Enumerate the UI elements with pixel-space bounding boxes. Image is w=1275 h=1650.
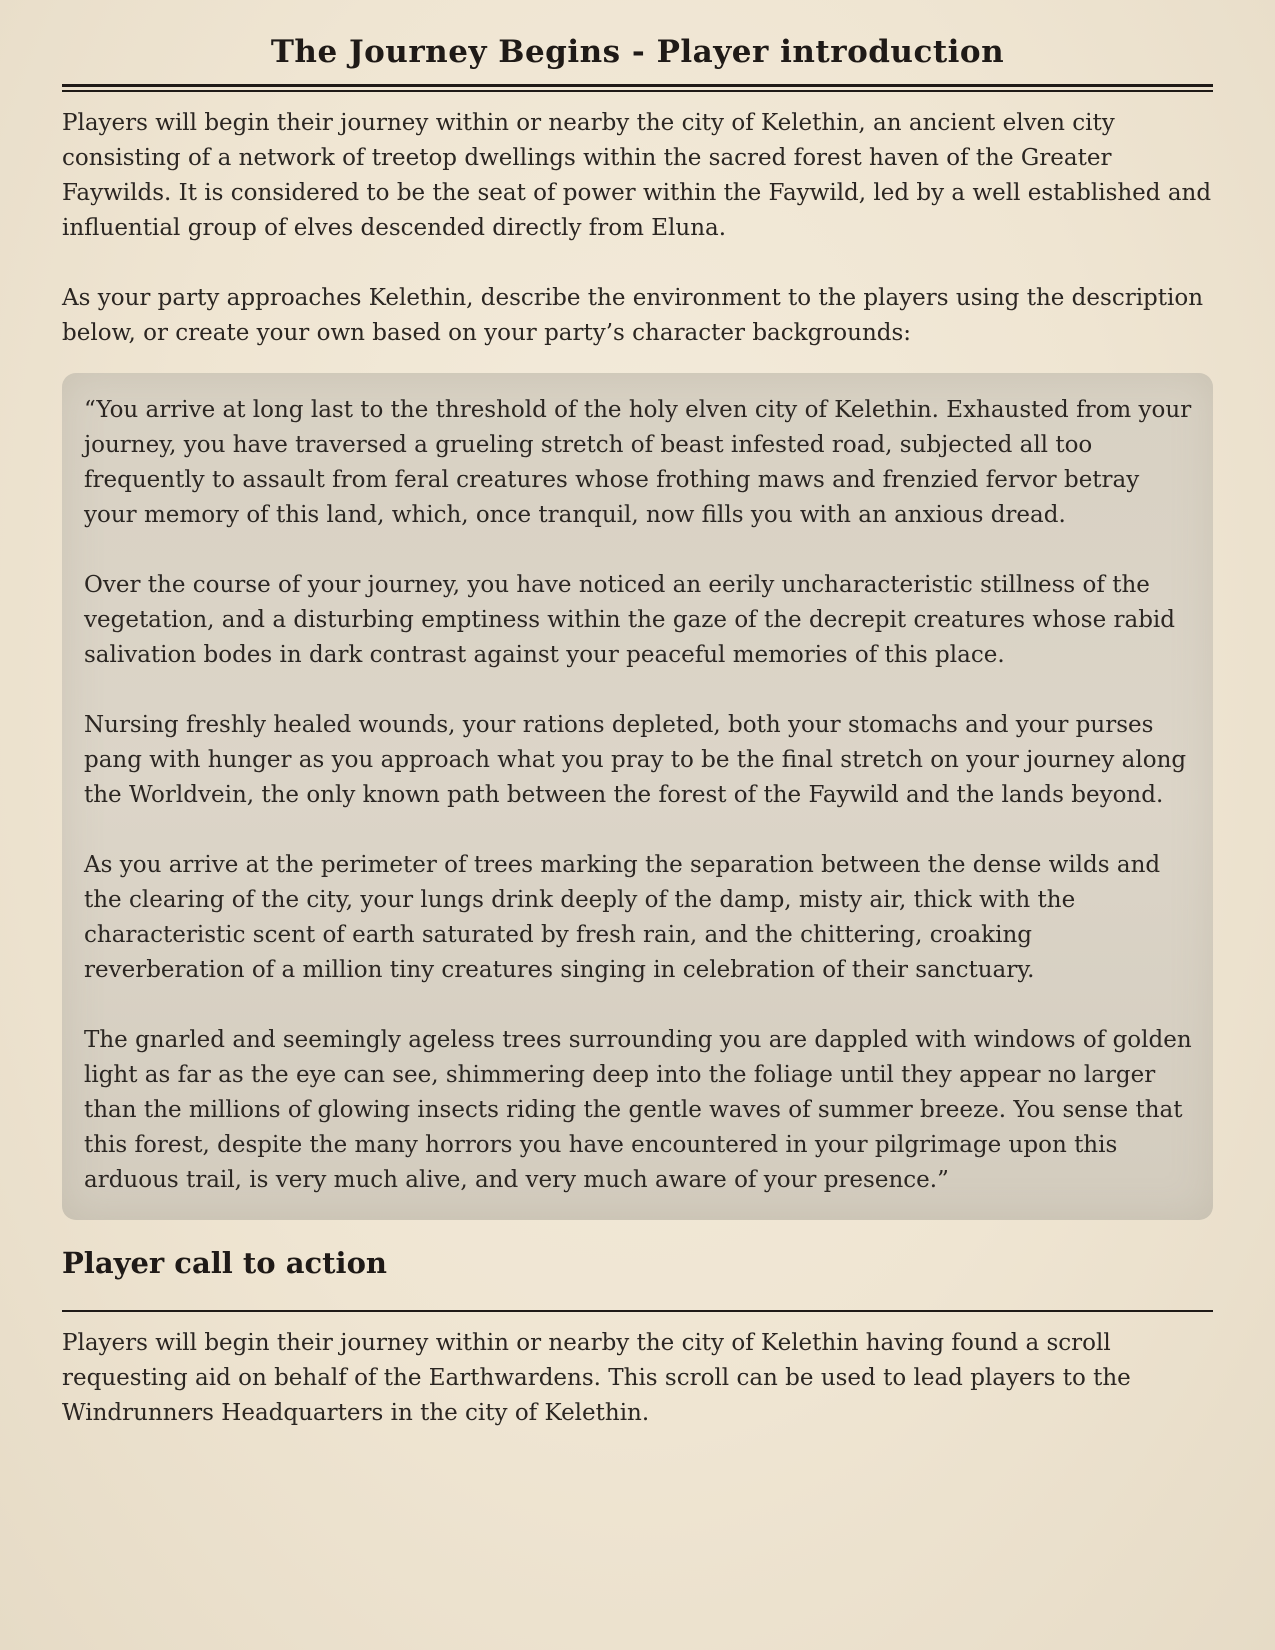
- section-divider: [62, 1310, 1213, 1312]
- page-title: The Journey Begins - Player introduction: [270, 34, 1005, 70]
- instruction-paragraph: As your party approaches Kelethin, describe the environment to the players using the description below, or create your own based on your party’s character backgrounds:: [62, 285, 1204, 346]
- read-aloud-paragraph: As you arrive at the perimeter of trees marking the separation between the dense wilds and the clearing of the city, your lungs drink deeply of the damp, misty air, thick with the characteristic scent of earth saturated by fresh rain, and the chittering, croaking reverberation of a million tiny creatures singing in celebration of their sanctuary.: [84, 852, 1161, 983]
- section-heading: Player call to action: [62, 1246, 387, 1280]
- read-aloud-box: [62, 373, 1213, 1220]
- read-aloud-paragraph: “You arrive at long last to the threshold of the holy elven city of Kelethin. Exhausted from your journey, you have traversed a grueling stretch of beast infested road, subjected all too frequently to assault from feral creatures whose frothing maws and frenzied fervor betray your memory of this land, which, once tranquil, now fills you with an anxious dread.: [84, 397, 1192, 528]
- title-divider-thin: [62, 90, 1213, 92]
- read-aloud-paragraph: The gnarled and seemingly ageless trees surrounding you are dappled with windows of golden light as far as the eye can see, shimmering deep into the foliage until they appear no larger than the millions of glowing insects riding the gentle waves of summer breeze. You sense that this forest, despite the many horrors you have encountered in your pilgrimage upon this arduous trail, is very much alive, and very much aware of your presence.”: [84, 1027, 1192, 1193]
- read-aloud-paragraph: Over the course of your journey, you have noticed an eerily uncharacteristic stillness of the vegetation, and a disturbing emptiness within the gaze of the decrepit creatures whose rabid salivation bodes in dark contrast against your peaceful memories of this place.: [84, 572, 1175, 668]
- intro-paragraph: Players will begin their journey within or nearby the city of Kelethin, an ancient elven city consisting of a network of treetop dwellings within the sacred forest haven of the Greater Faywilds. It is considered to be the seat of power within the Faywild, led by a well established and influential group of elves descended directly from Eluna.: [62, 110, 1212, 241]
- call-to-action-paragraph: Players will begin their journey within or nearby the city of Kelethin having found a scroll requesting aid on behalf of the Earthwardens. This scroll can be used to lead players to the Windrunners Headquarters in the city of Kelethin.: [62, 1330, 1131, 1427]
- read-aloud-paragraph: Nursing freshly healed wounds, your rations depleted, both your stomachs and your purses pang with hunger as you approach what you pray to be the final stretch on your journey along the Worldvein, the only known path between the forest of the Faywild and the lands beyond.: [84, 712, 1187, 808]
- title-divider-thick: [62, 84, 1213, 87]
